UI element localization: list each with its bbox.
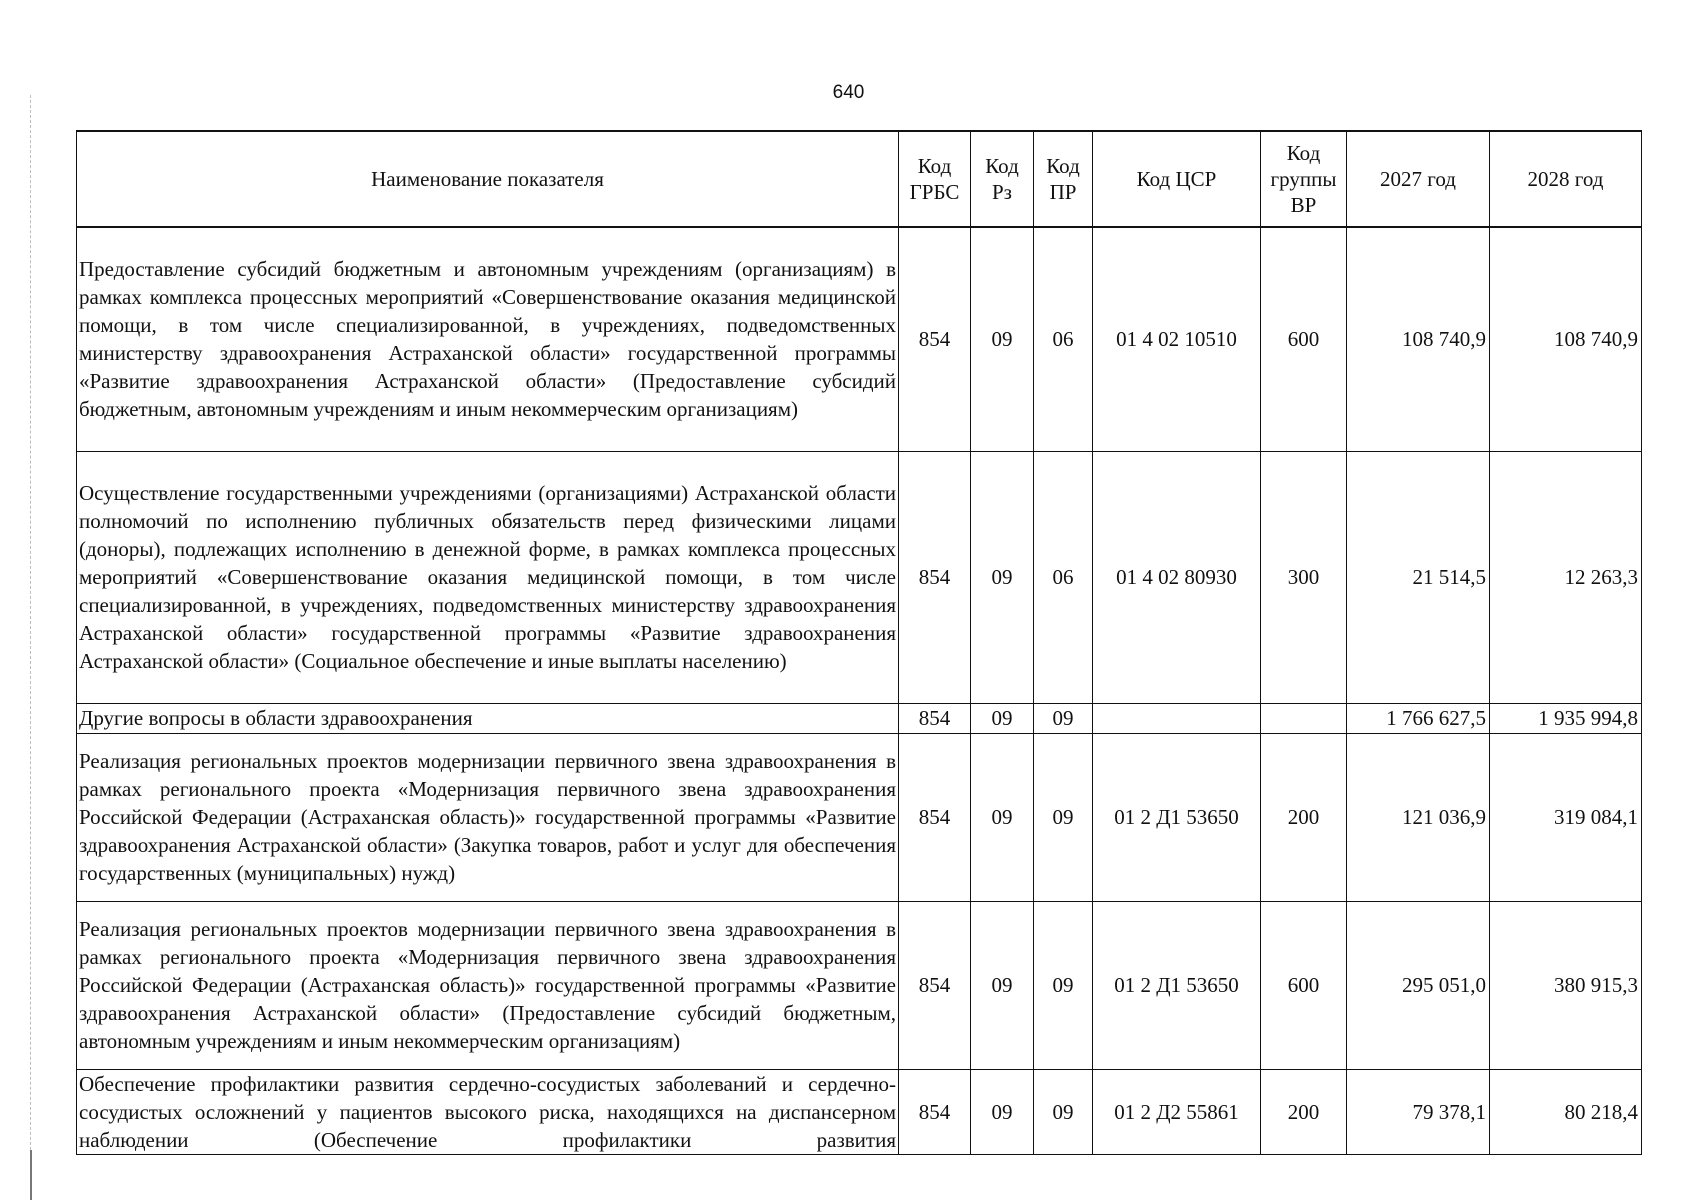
table-row bbox=[77, 733, 1642, 901]
budget-table bbox=[76, 130, 1642, 1155]
scan-margin-line bbox=[30, 95, 31, 1200]
row-pr: 09 bbox=[1034, 703, 1093, 733]
header-2028: 2028 год bbox=[1490, 131, 1642, 227]
row-csr: 01 4 02 80930 bbox=[1093, 451, 1261, 703]
table-row bbox=[77, 901, 1642, 1069]
row-2028: 108 740,9 bbox=[1490, 227, 1642, 451]
table-row bbox=[77, 451, 1642, 703]
row-rz: 09 bbox=[971, 901, 1034, 1069]
row-vr: 200 bbox=[1261, 1069, 1347, 1154]
row-name: Предоставление субсидий бюджетным и автономным учреждениям (организациям) в рамках комплекса процессных мероприятий «Совершенствование оказания медицинской помощи, в том числе специализированной, в учреждениях, подведомственных министерству здравоохранения Астраханской области» государственной программы «Развитие здравоохранения Астраханской области» (Предоставление субсидий бюджетным, автономным учреждениям и иным некоммерческим организациям) bbox=[77, 227, 899, 451]
row-grbs: 854 bbox=[899, 703, 971, 733]
row-vr: 600 bbox=[1261, 227, 1347, 451]
row-csr: 01 4 02 10510 bbox=[1093, 227, 1261, 451]
row-vr: 300 bbox=[1261, 451, 1347, 703]
header-pr: Код ПР bbox=[1034, 131, 1093, 227]
row-csr: 01 2 Д1 53650 bbox=[1093, 901, 1261, 1069]
row-pr: 06 bbox=[1034, 227, 1093, 451]
row-2028: 1 935 994,8 bbox=[1490, 703, 1642, 733]
row-pr: 09 bbox=[1034, 901, 1093, 1069]
row-csr bbox=[1093, 703, 1261, 733]
row-2027: 108 740,9 bbox=[1347, 227, 1490, 451]
row-csr: 01 2 Д2 55861 bbox=[1093, 1069, 1261, 1154]
row-grbs: 854 bbox=[899, 733, 971, 901]
header-csr: Код ЦСР bbox=[1093, 131, 1261, 227]
row-pr: 09 bbox=[1034, 1069, 1093, 1154]
table-header-row bbox=[77, 131, 1642, 227]
row-name: Обеспечение профилактики развития сердечно-сосудистых заболеваний и сердечно-сосудистых осложнений у пациентов высокого риска, находящихся на диспансерном наблюдении (Обеспечение профилактики развития bbox=[77, 1069, 899, 1154]
header-vr: Код группы ВР bbox=[1261, 131, 1347, 227]
row-grbs: 854 bbox=[899, 451, 971, 703]
row-grbs: 854 bbox=[899, 227, 971, 451]
row-name: Реализация региональных проектов модернизации первичного звена здравоохранения в рамках регионального проекта «Модернизация первичного звена здравоохранения Российской Федерации (Астраханская область)» государственной программы «Развитие здравоохранения Астраханской области» (Закупка товаров, работ и услуг для обеспечения государственных (муниципальных) нужд) bbox=[77, 733, 899, 901]
table-row bbox=[77, 227, 1642, 451]
header-grbs: Код ГРБС bbox=[899, 131, 971, 227]
scan-margin-mark bbox=[30, 1150, 32, 1200]
row-rz: 09 bbox=[971, 1069, 1034, 1154]
table-row bbox=[77, 703, 1642, 733]
row-rz: 09 bbox=[971, 703, 1034, 733]
table-row bbox=[77, 1069, 1642, 1154]
row-name: Осуществление государственными учреждениями (организациями) Астраханской области полномочий по исполнению публичных обязательств перед физическими лицами (доноры), подлежащих исполнению в денежной форме, в рамках комплекса процессных мероприятий «Совершенствование оказания медицинской помощи, в том числе специализированной, в учреждениях, подведомственных министерству здравоохранения Астраханской области» государственной программы «Развитие здравоохранения Астраханской области» (Социальное обеспечение и иные выплаты населению) bbox=[77, 451, 899, 703]
row-name: Другие вопросы в области здравоохранения bbox=[77, 703, 899, 733]
row-grbs: 854 bbox=[899, 1069, 971, 1154]
row-rz: 09 bbox=[971, 227, 1034, 451]
header-name: Наименование показателя bbox=[77, 131, 899, 227]
row-pr: 06 bbox=[1034, 451, 1093, 703]
row-2028: 80 218,4 bbox=[1490, 1069, 1642, 1154]
row-2028: 380 915,3 bbox=[1490, 901, 1642, 1069]
row-2027: 121 036,9 bbox=[1347, 733, 1490, 901]
row-rz: 09 bbox=[971, 733, 1034, 901]
row-2027: 1 766 627,5 bbox=[1347, 703, 1490, 733]
row-vr: 200 bbox=[1261, 733, 1347, 901]
row-2027: 79 378,1 bbox=[1347, 1069, 1490, 1154]
row-grbs: 854 bbox=[899, 901, 971, 1069]
row-2028: 12 263,3 bbox=[1490, 451, 1642, 703]
header-rz: Код Рз bbox=[971, 131, 1034, 227]
row-2027: 295 051,0 bbox=[1347, 901, 1490, 1069]
row-vr bbox=[1261, 703, 1347, 733]
row-pr: 09 bbox=[1034, 733, 1093, 901]
row-csr: 01 2 Д1 53650 bbox=[1093, 733, 1261, 901]
row-2027: 21 514,5 bbox=[1347, 451, 1490, 703]
header-2027: 2027 год bbox=[1347, 131, 1490, 227]
row-vr: 600 bbox=[1261, 901, 1347, 1069]
page-number: 640 bbox=[832, 82, 865, 103]
row-rz: 09 bbox=[971, 451, 1034, 703]
row-name: Реализация региональных проектов модернизации первичного звена здравоохранения в рамках регионального проекта «Модернизация первичного звена здравоохранения Российской Федерации (Астраханская область)» государственной программы «Развитие здравоохранения Астраханской области» (Предоставление субсидий бюджетным, автономным учреждениям и иным некоммерческим организациям) bbox=[77, 901, 899, 1069]
row-2028: 319 084,1 bbox=[1490, 733, 1642, 901]
